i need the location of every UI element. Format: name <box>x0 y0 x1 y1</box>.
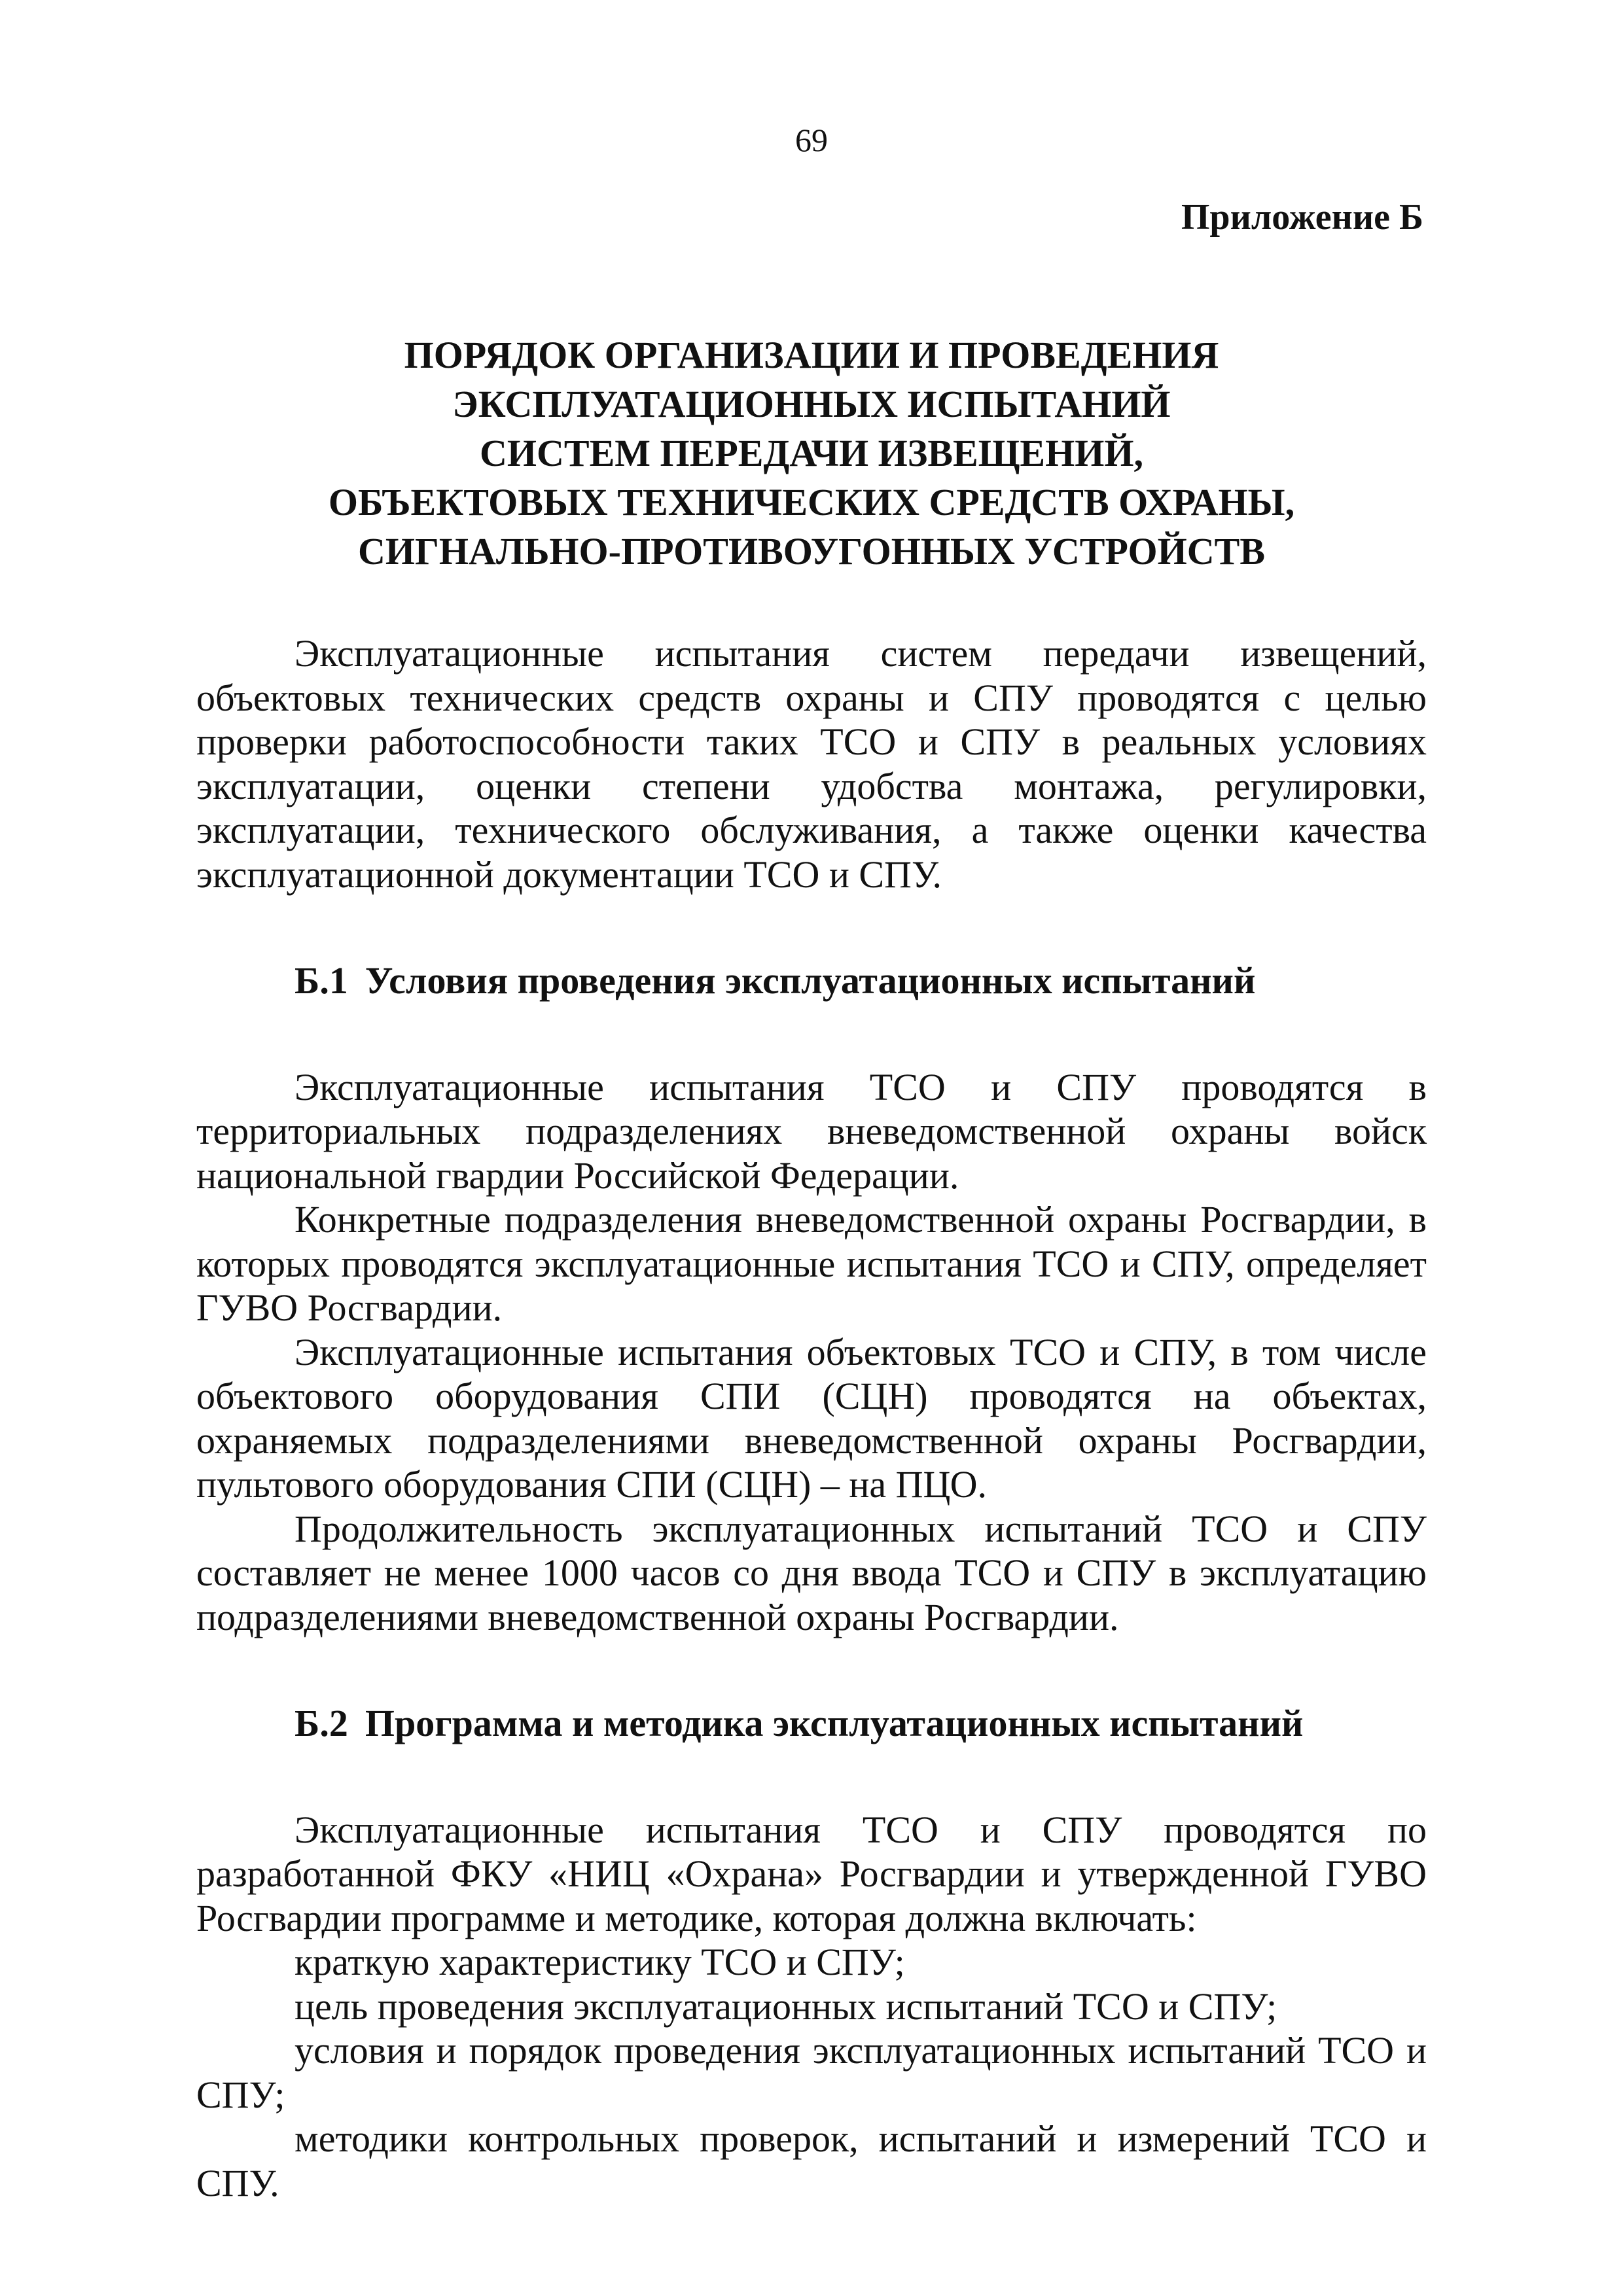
section-1-paragraph: Эксплуатационные испытания ТСО и СПУ проводятся в территориальных подразделениях вневедомственной охраны войск национальной гвардии Российской Федерации. <box>196 1065 1427 1197</box>
section-2-title: Программа и методика эксплуатационных испытаний <box>365 1702 1304 1744</box>
intro-paragraph: Эксплуатационные испытания систем передачи извещений, объектовых технических средств охраны и СПУ проводятся с целью проверки работоспособности таких ТСО и СПУ в реальных условиях эксплуатации, оценки степени удобства монтажа, регулировки, эксплуатации, технического обслуживания, а также оценки качества эксплуатационной документации ТСО и СПУ. <box>196 632 1427 896</box>
page-number: 69 <box>795 122 828 158</box>
list-item: цель проведения эксплуатационных испытаний ТСО и СПУ; <box>294 1985 1277 2028</box>
document-title <box>196 330 1427 576</box>
section-2-heading <box>294 1701 1427 1746</box>
title-line: СИГНАЛЬНО-ПРОТИВОУГОННЫХ УСТРОЙСТВ <box>357 530 1266 573</box>
title-line: ЭКСПЛУАТАЦИОННЫХ ИСПЫТАНИЙ <box>452 383 1171 425</box>
title-line: СИСТЕМ ПЕРЕДАЧИ ИЗВЕЩЕНИЙ, <box>480 432 1143 474</box>
title-line: ПОРЯДОК ОРГАНИЗАЦИИ И ПРОВЕДЕНИЯ <box>404 334 1219 376</box>
section-1-paragraph: Конкретные подразделения вневедомственной охраны Росгвардии, в которых проводятся эксплуатационные испытания ТСО и СПУ, определяет ГУВО Росгвардии. <box>196 1198 1427 1329</box>
section-1-title: Условия проведения эксплуатационных испытаний <box>365 959 1256 1002</box>
list-item: краткую характеристику ТСО и СПУ; <box>294 1941 905 1983</box>
list-item: методики контрольных проверок, испытаний и измерений ТСО и СПУ. <box>196 2117 1427 2204</box>
list-item: условия и порядок проведения эксплуатационных испытаний ТСО и СПУ; <box>196 2029 1427 2116</box>
section-1-number: Б.1 <box>294 959 348 1002</box>
section-2-number: Б.2 <box>294 1702 348 1744</box>
section-1-heading <box>294 959 1427 1003</box>
title-line: ОБЪЕКТОВЫХ ТЕХНИЧЕСКИХ СРЕДСТВ ОХРАНЫ, <box>328 481 1295 523</box>
section-1-paragraph: Продолжительность эксплуатационных испытаний ТСО и СПУ составляет не менее 1000 часов со дня ввода ТСО и СПУ в эксплуатацию подразделениями вневедомственной охраны Росгвардии. <box>196 1507 1427 1638</box>
appendix-label: Приложение Б <box>1181 197 1423 238</box>
section-2-intro: Эксплуатационные испытания ТСО и СПУ проводятся по разработанной ФКУ «НИЦ «Охрана» Росгвардии и утвержденной ГУВО Росгвардии программе и методике, которая должна включать: <box>196 1808 1427 1939</box>
document-body <box>196 631 1427 2205</box>
section-1-paragraph: Эксплуатационные испытания объектовых ТСО и СПУ, в том числе объектового оборудования СПИ (СЦН) проводятся на объектах, охраняемых подразделениями вневедомственной охраны Росгвардии, пультового оборудования СПИ (СЦН) – на ПЦО. <box>196 1330 1427 1506</box>
